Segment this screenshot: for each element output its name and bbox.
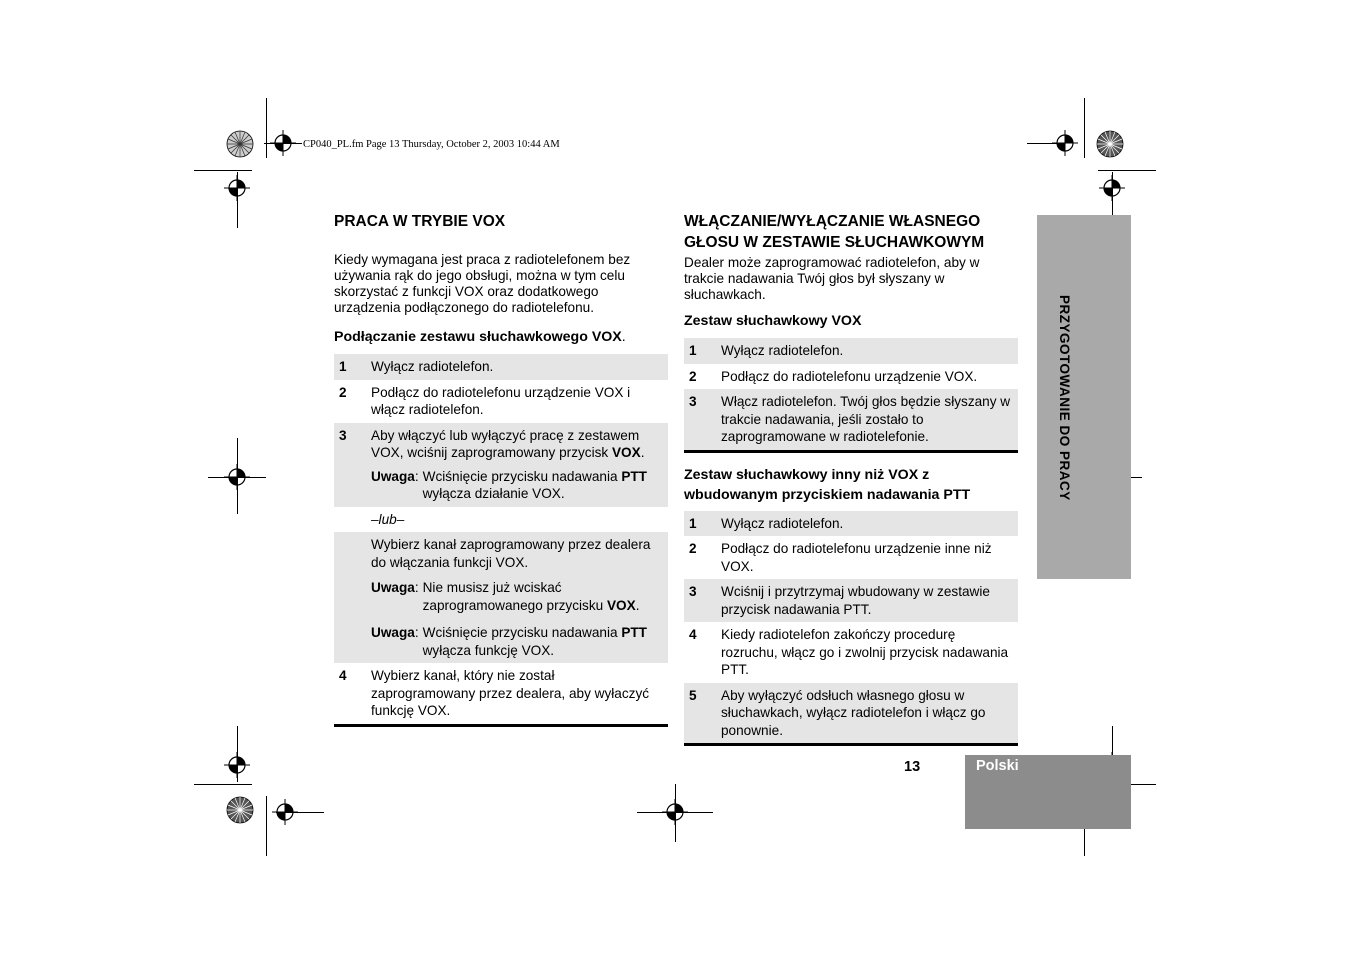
steps-table — [684, 338, 1018, 453]
table-row: 2 Podłącz do radiotelefonu urządzenie VOX i włącz radiotelefon. — [339, 384, 631, 417]
page-number: 13 — [904, 759, 921, 775]
table-row: –lub– — [371, 511, 405, 527]
note: Uwaga : Nie musisz już wciskać zaprogramowanego przycisku VOX. — [371, 580, 640, 613]
table-row: Wybierz kanał zaprogramowany przez dealera do włączania funkcji VOX. Uwaga : Nie musisz już wciskać zaprogramowanego przycisku VOX. Uwaga : Wciśnięcie przycisku nadawania PTT wyłącza funkcję VOX. — [334, 532, 668, 663]
color-rosette-icon — [226, 796, 254, 824]
subsection-title: Zestaw słuchawkowy VOX — [684, 313, 862, 329]
steps-table — [334, 354, 668, 727]
table-row: 2 Podłącz do radiotelefonu urządzenie inne niż VOX. — [689, 541, 992, 574]
subsection-title: Zestaw słuchawkowy inny niż VOX z wbudowanym przyciskiem nadawania PTT — [684, 466, 971, 503]
table-row: 4 Wybierz kanał, który nie został zaprogramowany przez dealera, aby wyłaczyć funkcję VOX. — [334, 663, 668, 725]
color-rosette-icon — [1096, 130, 1124, 158]
registration-mark-icon — [1099, 175, 1125, 201]
file-info: CP040_PL.fm Page 13 Thursday, October 2, 2003 10:44 AM — [303, 139, 560, 150]
section-title: PRACA W TRYBIE VOX — [334, 213, 506, 230]
note: Uwaga : Wciśnięcie przycisku nadawania PTT wyłącza działanie VOX. — [371, 468, 647, 501]
table-row: 4 Kiedy radiotelefon zakończy procedurę rozruchu, włącz go i zwolnij przycisk nadawania PTT. — [689, 627, 1009, 677]
table-row: 3 Aby włączyć lub wyłączyć pracę z zestawem VOX, wciśnij zaprogramowany przycisk VOX. Uwaga : Wciśnięcie przycisku nadawania PTT wyłącza działanie VOX. — [334, 423, 668, 507]
registration-mark-icon — [224, 752, 250, 778]
registration-mark-icon — [270, 130, 296, 156]
table-row: 5 Aby wyłączyć odsłuch własnego głosu w słuchawkach, wyłącz radiotelefon i włącz go ponownie. — [684, 683, 1018, 745]
language-label: Polski — [976, 758, 1019, 774]
note: Uwaga : Wciśnięcie przycisku nadawania PTT wyłącza funkcję VOX. — [371, 625, 647, 658]
table-row: 2 Podłącz do radiotelefonu urządzenie VOX. — [689, 368, 978, 384]
registration-mark-icon — [272, 799, 298, 825]
left-column — [334, 211, 668, 727]
section-intro: Dealer może zaprogramować radiotelefon, aby w trakcie nadawania Twój głos był słyszany w słuchawkach. — [684, 255, 980, 302]
subsection-title: Podłączanie zestawu słuchawkowego VOX. — [334, 329, 626, 345]
section-intro: Kiedy wymagana jest praca z radiotelefonem bez używania rąk do jego obsługi, można w tym celu skorzystać z funkcji VOX oraz dodatkowego urządzenia podłączonego do radiotelefonu. — [334, 252, 631, 315]
color-rosette-icon — [226, 130, 254, 158]
table-row: 1 Wyłącz radiotelefon. — [684, 511, 1018, 537]
table-row: 3 Włącz radiotelefon. Twój głos będzie słyszany w trakcie nadawania, jeśli zostało to zaprogramowane w radiotelefonie. — [684, 389, 1018, 451]
section-title: WŁĄCZANIE/WYŁĄCZANIE WŁASNEGO GŁOSU W ZESTAWIE SŁUCHAWKOWYM — [684, 213, 985, 251]
chapter-tab-label: PRZYGOTOWANIE DO PRACY — [1057, 295, 1072, 501]
table-row: 3 Wciśnij i przytrzymaj wbudowany w zestawie przycisk nadawania PTT. — [684, 579, 1018, 622]
registration-mark-icon — [224, 464, 250, 490]
registration-mark-icon — [1052, 130, 1078, 156]
table-row: 1 Wyłącz radiotelefon. — [334, 354, 668, 380]
table-row: 1 Wyłącz radiotelefon. — [684, 338, 1018, 364]
registration-mark-icon — [224, 175, 250, 201]
registration-mark-icon — [662, 799, 688, 825]
right-column — [684, 211, 1018, 746]
steps-table — [684, 511, 1018, 747]
